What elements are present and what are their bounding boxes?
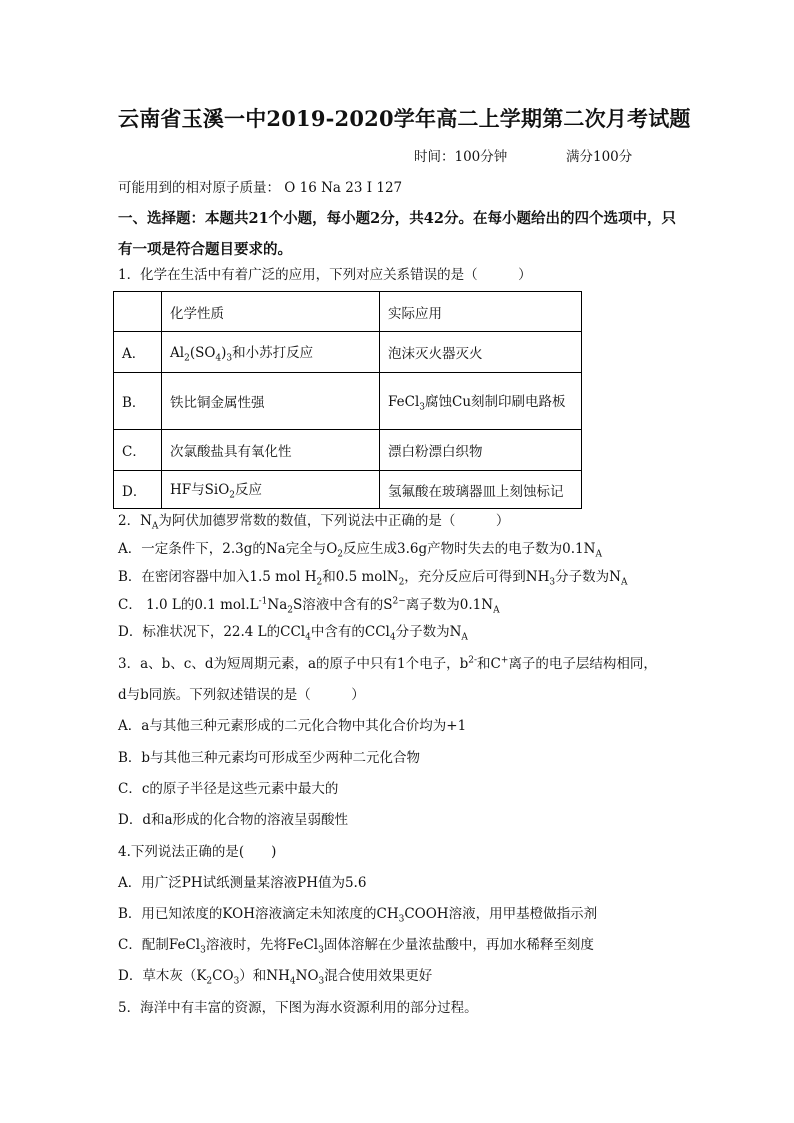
row-label: C． — [114, 430, 162, 471]
q4-option-c: C．配制FeCl$_3$溶液时，先将FeCl$_3$固体溶解在少量浓盐酸中，再加水稀释至刻度 — [118, 937, 594, 956]
q4-stem: 4.下列说法正确的是( ) — [118, 844, 277, 860]
table-row — [114, 430, 582, 471]
q3-stem-line1: 3．a、b、c、d为短周期元素，a的原子中只有1个电子，$b^{2-}$和C+离子的电子层结构相同， — [118, 655, 657, 672]
q4-option-b: B．用已知浓度的KOH溶液滴定未知浓度的$CH_3COOH$溶液，用甲基橙做指示剂 — [118, 906, 598, 925]
q1-stem: 1．化学在生活中有着广泛的应用，下列对应关系错误的是（ ） — [118, 267, 532, 283]
row-label: D． — [114, 471, 162, 509]
table-row — [114, 373, 582, 430]
practical-application: 氢氟酸在玻璃器皿上刻蚀标记 — [380, 471, 582, 509]
chemical-property: $Al_2(SO_4)_3$和小苏打反应 — [162, 332, 380, 373]
q2-stem: 2．$N_A$为阿伏加德罗常数的数值，下列说法中正确的是（ ） — [118, 513, 510, 532]
row-label: A． — [114, 332, 162, 373]
row-label: B． — [114, 373, 162, 430]
chemical-property: HF与SiO$_2$反应 — [162, 471, 380, 509]
table-row — [114, 471, 582, 509]
exam-time: 时间：100分钟 — [414, 149, 508, 165]
table-header-cell — [114, 292, 162, 332]
q2-option-a: A．一定条件下，2.3g的Na完全与$O_2$反应生成3.6g产物时失去的电子数为$0.1N_A$ — [118, 541, 602, 560]
exam-score: 满分100分 — [566, 149, 633, 165]
q2-option-d: D．标准状况下，22.4 L的CCl$_4$中含有的CCl$_4$分子数为$N_A$ — [118, 624, 468, 643]
q5-stem: 5．海洋中有丰富的资源，下图为海水资源利用的部分过程。 — [118, 1000, 478, 1016]
q3-option-d: D．d和a形成的化合物的溶液呈弱酸性 — [118, 812, 349, 828]
table-header-cell: 化学性质 — [162, 292, 380, 332]
section-heading-line1: 一、选择题：本题共21个小题，每小题2分，共42分。在每小题给出的四个选项中，只 — [118, 210, 676, 227]
q3-option-c: C．c的原子半径是这些元素中最大的 — [118, 781, 339, 797]
q2-option-b: B．在密闭容器中加入1.5 mol $H_2$和0.5 molN$_2$，充分反应后可得到$NH_3$分子数为$N_A$ — [118, 569, 628, 588]
page-title: 云南省玉溪一中2019-2020学年高二上学期第二次月考试题 — [118, 106, 691, 131]
q2-option-c: C． 1.0 L的0.1 $mol.L^{-1}Na_2S$溶液中含有的$S^{2-}$离子数为$0.1N_A$ — [118, 596, 500, 616]
section-heading-line2: 有一项是符合题目要求的。 — [118, 241, 292, 258]
q3-stem-line2: d与b同族。下列叙述错误的是（ ） — [118, 687, 365, 703]
table-row — [114, 332, 582, 373]
q4-option-a: A．用广泛PH试纸测量某溶液PH值为5.6 — [118, 875, 367, 891]
q4-option-d: D．草木灰$(K_2CO_3)$和$NH_4NO_3$混合使用效果更好 — [118, 968, 433, 987]
practical-application: 漂白粉漂白织物 — [380, 430, 582, 471]
table-header-row — [114, 292, 582, 332]
practical-application: 泡沫灭火器灭火 — [380, 332, 582, 373]
chemical-property: 次氯酸盐具有氧化性 — [162, 430, 380, 471]
table-header-cell: 实际应用 — [380, 292, 582, 332]
q3-option-a: A．a与其他三种元素形成的二元化合物中其化合价均为+1 — [118, 718, 467, 734]
q1-table — [113, 291, 582, 509]
chemical-property: 铁比铜金属性强 — [162, 373, 380, 430]
practical-application: FeCl$_3$腐蚀Cu刻制印刷电路板 — [380, 373, 582, 430]
atomic-mass-line: 可能用到的相对原子质量： O 16 Na 23 I 127 — [118, 180, 403, 196]
q3-option-b: B．b与其他三种元素均可形成至少两种二元化合物 — [118, 750, 421, 766]
